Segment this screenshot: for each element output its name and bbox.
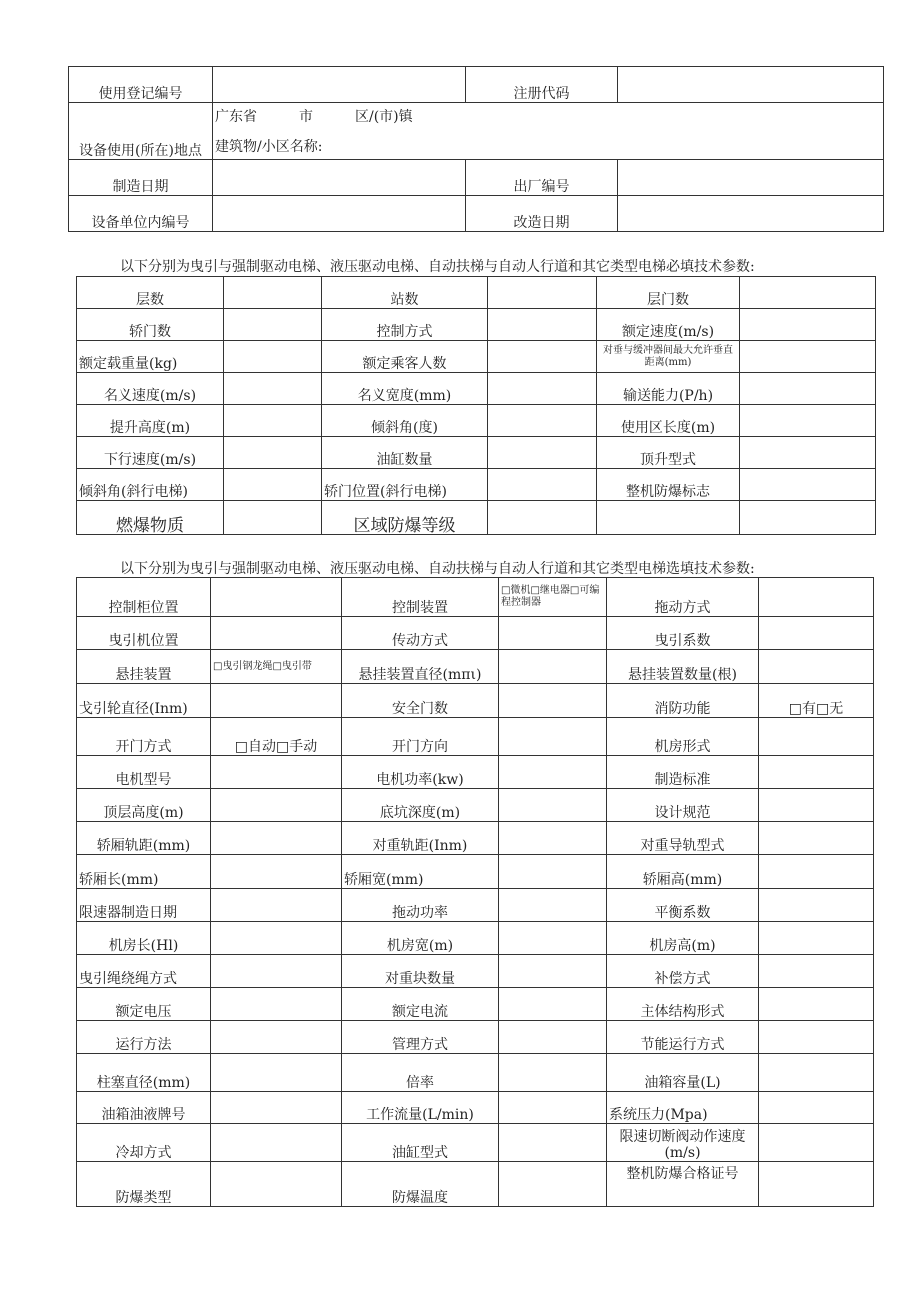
- param-value-field[interactable]: [488, 437, 597, 469]
- param-value-field[interactable]: [224, 277, 322, 309]
- param-value-field[interactable]: [488, 405, 597, 437]
- optional-row: [77, 955, 874, 988]
- param-value-field[interactable]: [759, 955, 874, 988]
- param-label: 限速切断阀动作速度(m/s): [607, 1124, 759, 1162]
- param-value-field[interactable]: [740, 405, 876, 437]
- param-label: 机房高(m): [607, 922, 759, 955]
- param-label: 整机防爆合格证号: [607, 1162, 759, 1207]
- optional-row: [77, 922, 874, 955]
- param-label: 底坑深度(m): [342, 789, 499, 822]
- optional-row: [77, 822, 874, 855]
- factory-no-label: 出厂编号: [466, 160, 618, 196]
- param-label: 设计规范: [607, 789, 759, 822]
- param-value-field[interactable]: [211, 855, 342, 889]
- param-label: 悬挂装置直径(mπι): [342, 650, 499, 684]
- param-label: 电机功率(kw): [342, 756, 499, 789]
- required-row: [77, 309, 876, 341]
- factory-no-field[interactable]: [618, 160, 884, 196]
- required-params-caption: 以下分别为曳引与强制驱动电梯、液压驱动电梯、自动扶梯与自动人行道和其它类型电梯必填技术参数:: [120, 259, 755, 275]
- param-value-field[interactable]: [740, 277, 876, 309]
- param-label: 提升高度(m): [77, 405, 224, 437]
- param-value-field[interactable]: [211, 1054, 342, 1092]
- param-value-field[interactable]: [211, 1092, 342, 1124]
- param-value-field[interactable]: [759, 922, 874, 955]
- param-value-field[interactable]: [499, 922, 607, 955]
- param-label: 限速器制造日期: [77, 889, 211, 922]
- param-label: 机房宽(m): [342, 922, 499, 955]
- param-label: 拖动功率: [342, 889, 499, 922]
- optional-row: [77, 789, 874, 822]
- param-label: 控制方式: [322, 309, 488, 341]
- optional-params-caption: 以下分别为曳引与强制驱动电梯、液压驱动电梯、自动扶梯与自动人行道和其它类型电梯选填技术参数:: [120, 561, 755, 577]
- param-label: 传动方式: [342, 617, 499, 650]
- param-value-field[interactable]: [224, 309, 322, 341]
- param-value-field[interactable]: [488, 469, 597, 501]
- param-value-field[interactable]: [224, 501, 322, 535]
- param-label: 平衡系数: [607, 889, 759, 922]
- param-label: 额定电流: [342, 988, 499, 1021]
- param-value-field[interactable]: [740, 341, 876, 373]
- param-label: 对垂与缓冲器间最大允许垂直距离(mm): [597, 341, 740, 373]
- required-row: [77, 501, 876, 535]
- param-label: 电机型号: [77, 756, 211, 789]
- param-value-field[interactable]: [499, 1124, 607, 1162]
- param-label: 机房长(Hl): [77, 922, 211, 955]
- param-value-field[interactable]: [211, 988, 342, 1021]
- param-label: 对重导轨型式: [607, 822, 759, 855]
- optional-row: [77, 1021, 874, 1054]
- param-label: 燃爆物质: [77, 501, 224, 535]
- address-line-province: 广东省 市 区/(市)镇: [215, 109, 413, 125]
- param-label: 开门方式: [77, 718, 211, 756]
- param-label: 冷却方式: [77, 1124, 211, 1162]
- param-label: 节能运行方式: [607, 1021, 759, 1054]
- param-label: 层数: [77, 277, 224, 309]
- param-label: 安全门数: [342, 684, 499, 718]
- param-label: 油缸型式: [342, 1124, 499, 1162]
- param-value-field[interactable]: [488, 309, 597, 341]
- param-label: 名义宽度(mm): [322, 373, 488, 405]
- param-value-field[interactable]: [740, 309, 876, 341]
- required-row: [77, 277, 876, 309]
- param-value-field[interactable]: [499, 955, 607, 988]
- param-label: 主体结构形式: [607, 988, 759, 1021]
- param-value-field[interactable]: [499, 617, 607, 650]
- param-label: 区域防爆等级: [322, 501, 488, 535]
- param-value-field[interactable]: [211, 822, 342, 855]
- param-label: 输送能力(P/h): [597, 373, 740, 405]
- param-value-field[interactable]: [759, 756, 874, 789]
- address-line-building: 建筑物/小区名称:: [215, 139, 323, 155]
- param-value-field[interactable]: [499, 988, 607, 1021]
- unit-no-label: 设备单位内编号: [69, 196, 213, 232]
- param-value-field[interactable]: [759, 822, 874, 855]
- required-params-table: [76, 276, 876, 535]
- param-value-field[interactable]: [499, 855, 607, 889]
- param-value-field[interactable]: [759, 988, 874, 1021]
- param-label: 对重轨距(Inm): [342, 822, 499, 855]
- param-label: 曳引系数: [607, 617, 759, 650]
- param-label: 轿厢轨距(mm): [77, 822, 211, 855]
- reg-code-field[interactable]: [618, 67, 884, 103]
- optional-row: [77, 684, 874, 718]
- param-label: 轿厢宽(mm): [342, 855, 499, 889]
- optional-row: [77, 1092, 874, 1124]
- param-label: 开门方向: [342, 718, 499, 756]
- param-value-field[interactable]: [759, 1092, 874, 1124]
- param-label: 控制装置: [342, 578, 499, 617]
- location-field[interactable]: [213, 103, 884, 160]
- param-label: 拖动方式: [607, 578, 759, 617]
- optional-row: [77, 578, 874, 617]
- param-label: 额定载重量(kg): [77, 341, 224, 373]
- param-label: 额定乘客人数: [322, 341, 488, 373]
- param-label: 油箱油液牌号: [77, 1092, 211, 1124]
- param-label: 系统压力(Mpa): [607, 1092, 759, 1124]
- param-value-field[interactable]: [224, 341, 322, 373]
- param-value-field[interactable]: [499, 822, 607, 855]
- param-value-field[interactable]: [499, 684, 607, 718]
- param-value-field[interactable]: [759, 1162, 874, 1207]
- param-label: 对重块数量: [342, 955, 499, 988]
- param-label: 曳引绳绕绳方式: [77, 955, 211, 988]
- param-label: 层门数: [597, 277, 740, 309]
- mfg-date-label: 制造日期: [69, 160, 213, 196]
- param-value-field[interactable]: [211, 1162, 342, 1207]
- param-label: 防爆温度: [342, 1162, 499, 1207]
- param-value-field[interactable]: [499, 889, 607, 922]
- param-label: 站数: [322, 277, 488, 309]
- optional-row: [77, 718, 874, 756]
- param-label: 下行速度(m/s): [77, 437, 224, 469]
- param-label: 制造标准: [607, 756, 759, 789]
- param-value-field[interactable]: □自动□手动: [211, 718, 342, 756]
- param-value-field[interactable]: [211, 578, 342, 617]
- required-row: [77, 341, 876, 373]
- param-value-field[interactable]: [499, 1054, 607, 1092]
- param-value-field[interactable]: [499, 1021, 607, 1054]
- optional-row: [77, 650, 874, 684]
- param-value-field[interactable]: [740, 437, 876, 469]
- required-row: [77, 469, 876, 501]
- param-value-field[interactable]: [499, 756, 607, 789]
- param-value-field[interactable]: [759, 889, 874, 922]
- param-value-field[interactable]: [211, 1021, 342, 1054]
- param-value-field[interactable]: □曳引钢龙绳□曳引带: [211, 650, 342, 684]
- param-label: 倾斜角(斜行电梯): [77, 469, 224, 501]
- param-value-field[interactable]: □微机□继电器□可编程控制器: [499, 578, 607, 617]
- param-value-field[interactable]: [759, 855, 874, 889]
- optional-params-table: [76, 577, 874, 1207]
- param-value-field[interactable]: [211, 789, 342, 822]
- param-label: 消防功能: [607, 684, 759, 718]
- param-value-field[interactable]: [759, 1021, 874, 1054]
- required-row: [77, 405, 876, 437]
- optional-row: [77, 1124, 874, 1162]
- param-value-field[interactable]: [211, 1124, 342, 1162]
- param-value-field[interactable]: [759, 789, 874, 822]
- optional-row: [77, 1054, 874, 1092]
- optional-row: [77, 889, 874, 922]
- param-label: 机房形式: [607, 718, 759, 756]
- required-row: [77, 373, 876, 405]
- param-label: 悬挂装置: [77, 650, 211, 684]
- optional-row: [77, 617, 874, 650]
- param-label: 曳引机位置: [77, 617, 211, 650]
- param-value-field[interactable]: [211, 617, 342, 650]
- param-value-field[interactable]: [740, 469, 876, 501]
- reg-code-label: 注册代码: [466, 67, 618, 103]
- param-label: [597, 501, 740, 535]
- use-reg-no-label: 使用登记编号: [69, 67, 213, 103]
- param-value-field[interactable]: [211, 922, 342, 955]
- param-value-field[interactable]: [740, 501, 876, 535]
- param-value-field[interactable]: [211, 889, 342, 922]
- param-label: 柱塞直径(mm): [77, 1054, 211, 1092]
- param-label: 顶层高度(m): [77, 789, 211, 822]
- param-label: 运行方法: [77, 1021, 211, 1054]
- param-value-field[interactable]: [740, 373, 876, 405]
- location-label: 设备使用(所在)地点: [69, 103, 213, 160]
- param-value-field[interactable]: [759, 1124, 874, 1162]
- param-value-field[interactable]: [224, 373, 322, 405]
- param-value-field[interactable]: [488, 277, 597, 309]
- registration-table: [68, 66, 884, 232]
- param-label: 倾斜角(度): [322, 405, 488, 437]
- param-value-field[interactable]: [211, 684, 342, 718]
- param-label: 顶升型式: [597, 437, 740, 469]
- param-value-field[interactable]: [759, 650, 874, 684]
- param-label: 工作流量(L/min): [342, 1092, 499, 1124]
- mod-date-field[interactable]: [618, 196, 884, 232]
- optional-row: [77, 1162, 874, 1207]
- param-value-field[interactable]: [499, 1092, 607, 1124]
- param-value-field[interactable]: [759, 1054, 874, 1092]
- param-value-field[interactable]: [499, 789, 607, 822]
- param-value-field[interactable]: [759, 718, 874, 756]
- param-label: 倍率: [342, 1054, 499, 1092]
- param-label: 轿门位置(斜行电梯): [322, 469, 488, 501]
- param-value-field[interactable]: [488, 373, 597, 405]
- param-value-field[interactable]: □有□无: [759, 684, 874, 718]
- param-label: 油箱容量(L): [607, 1054, 759, 1092]
- optional-row: [77, 988, 874, 1021]
- param-label: 油缸数量: [322, 437, 488, 469]
- param-label: 控制柜位置: [77, 578, 211, 617]
- param-value-field[interactable]: [224, 469, 322, 501]
- param-label: 轿门数: [77, 309, 224, 341]
- param-value-field[interactable]: [211, 955, 342, 988]
- required-row: [77, 437, 876, 469]
- param-label: 防爆类型: [77, 1162, 211, 1207]
- optional-row: [77, 855, 874, 889]
- param-value-field[interactable]: [488, 341, 597, 373]
- param-label: 使用区长度(m): [597, 405, 740, 437]
- param-label: 补偿方式: [607, 955, 759, 988]
- param-label: 额定电压: [77, 988, 211, 1021]
- param-value-field[interactable]: [499, 718, 607, 756]
- param-label: 轿厢高(mm): [607, 855, 759, 889]
- param-value-field[interactable]: [759, 617, 874, 650]
- param-label: 戈引轮直径(Inm): [77, 684, 211, 718]
- param-value-field[interactable]: [499, 650, 607, 684]
- param-label: 轿厢长(mm): [77, 855, 211, 889]
- param-label: 管理方式: [342, 1021, 499, 1054]
- mfg-date-field[interactable]: [213, 160, 466, 196]
- optional-row: [77, 756, 874, 789]
- param-value-field[interactable]: [488, 501, 597, 535]
- use-reg-no-field[interactable]: [213, 67, 466, 103]
- param-label: 整机防爆标志: [597, 469, 740, 501]
- param-value-field[interactable]: [759, 578, 874, 617]
- param-label: 名义速度(m/s): [77, 373, 224, 405]
- param-label: 额定速度(m/s): [597, 309, 740, 341]
- param-value-field[interactable]: [499, 1162, 607, 1207]
- unit-no-field[interactable]: [213, 196, 466, 232]
- param-label: 悬挂装置数量(根): [607, 650, 759, 684]
- param-value-field[interactable]: [224, 437, 322, 469]
- param-value-field[interactable]: [224, 405, 322, 437]
- param-value-field[interactable]: [211, 756, 342, 789]
- mod-date-label: 改造日期: [466, 196, 618, 232]
